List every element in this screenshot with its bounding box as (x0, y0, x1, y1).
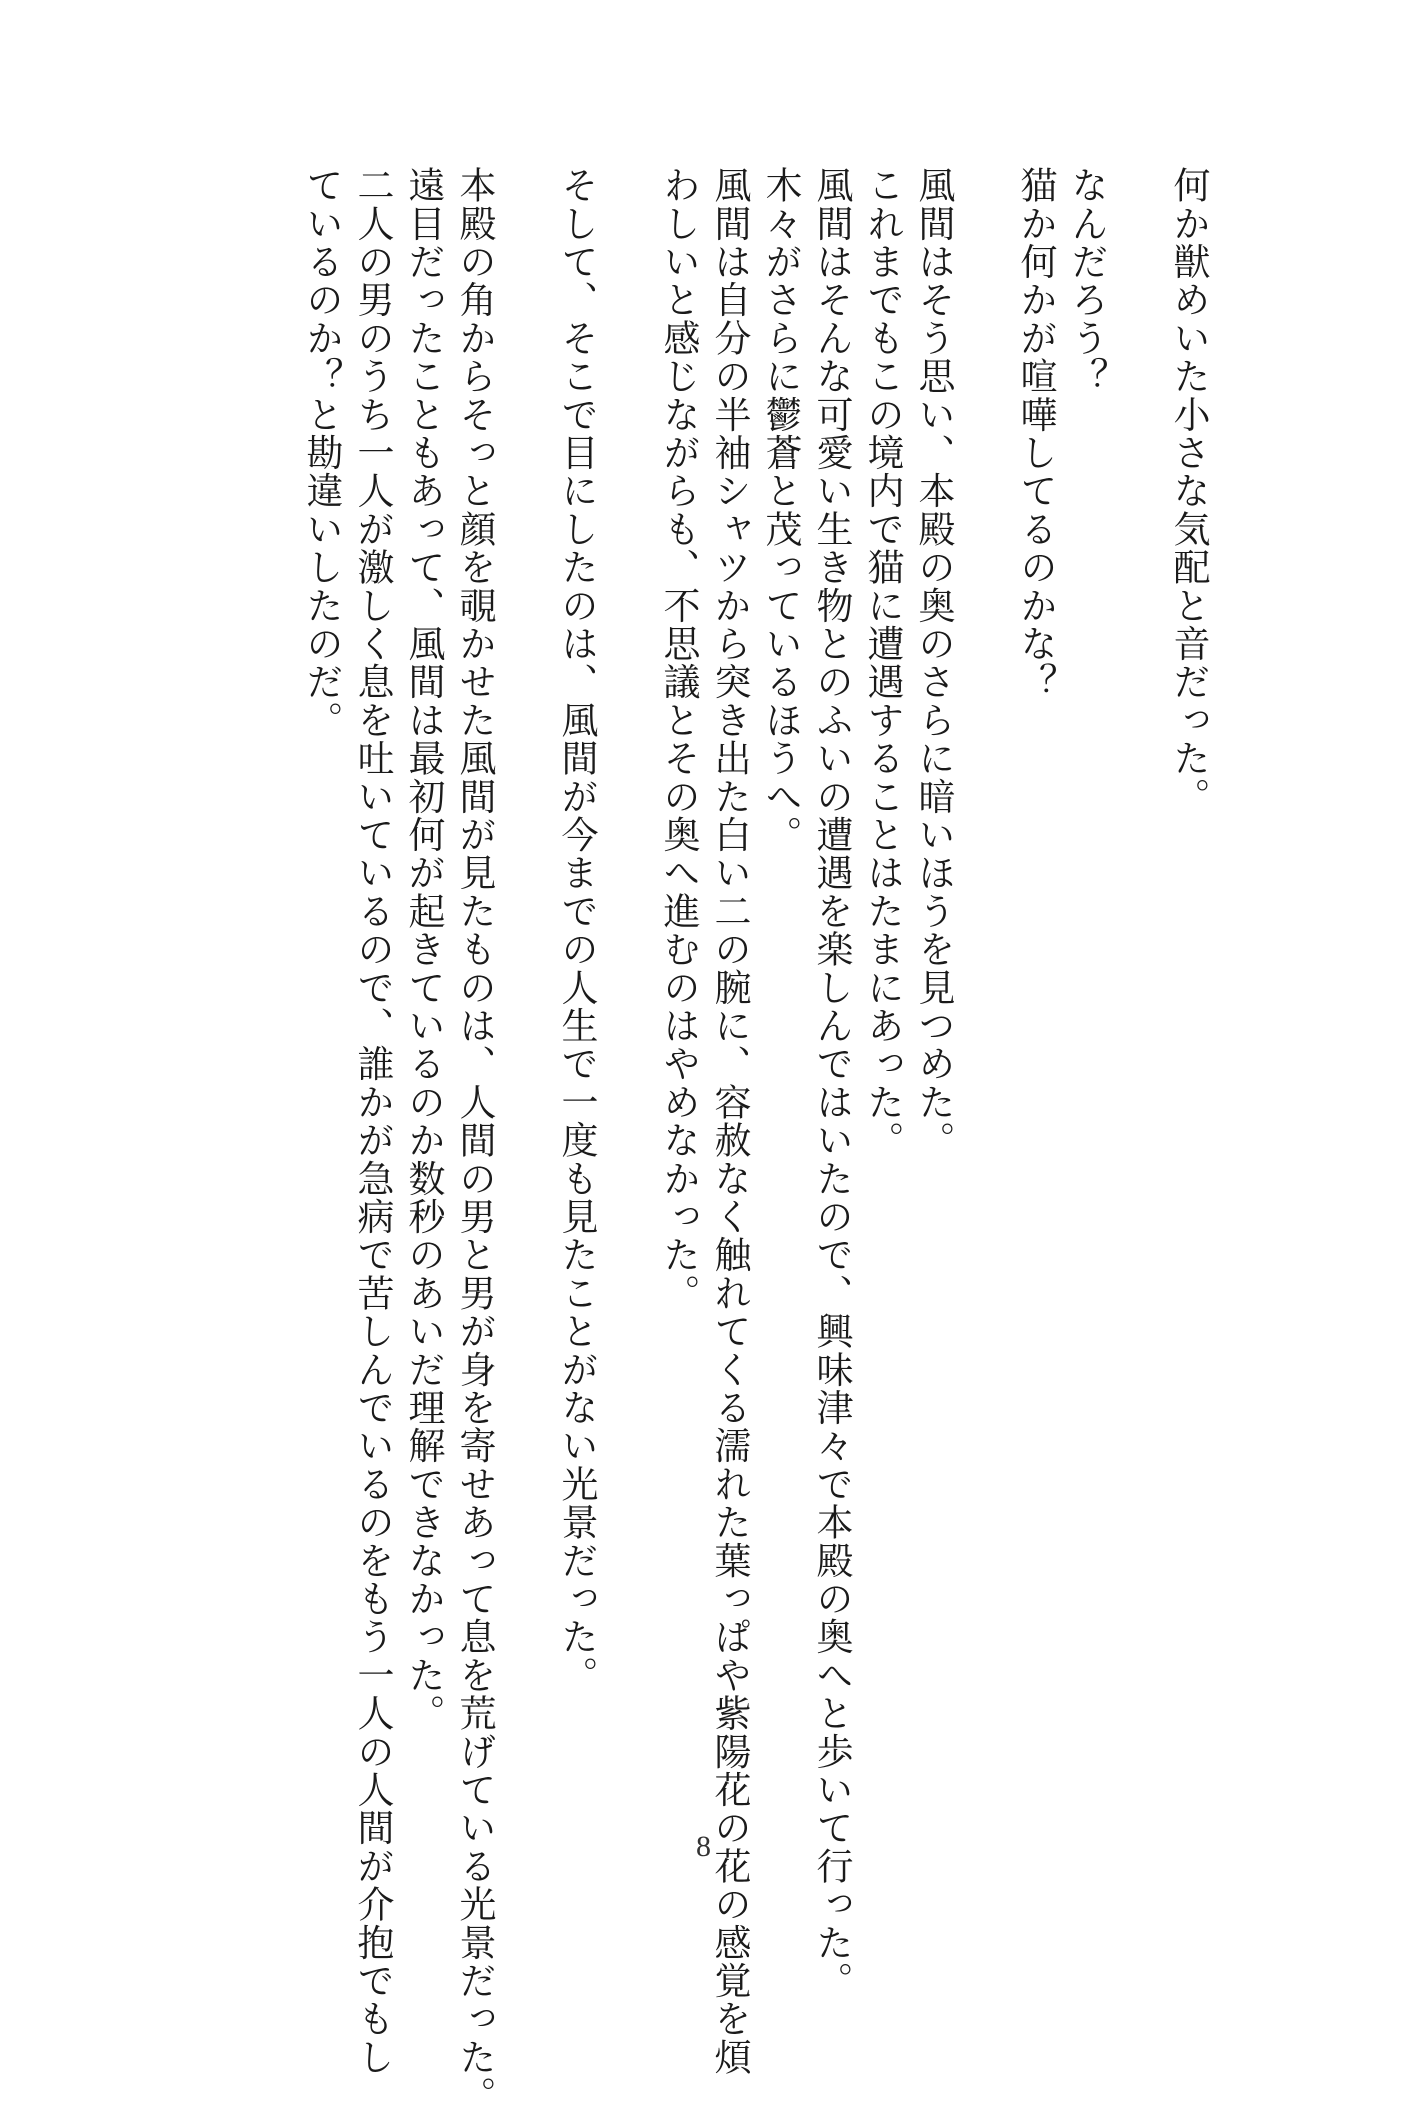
text-line: 木々がさらに鬱蒼と茂っているほうへ。 (759, 166, 802, 854)
text-line: 風間はそんな可愛い生き物とのふいの遭遇を楽しんではいたので、興味津々で本殿の奥へと歩いて行った。 (810, 166, 853, 2000)
text-line: そして、そこで目にしたのは、風間が今までの人生で一度も見たことがない光景だった。 (555, 166, 598, 1694)
text-line: 猫か何かが喧嘩してるのかな？ (1014, 166, 1057, 701)
text-line: 何か獣めいた小さな気配と音だった。 (1167, 166, 1210, 816)
text-line: わしいと感じながらも、不思議とその奥へ進むのはやめなかった。 (657, 166, 700, 1312)
line-break (602, 166, 653, 1746)
line-break (500, 166, 551, 1746)
text-line: 風間はそう思い、本殿の奥のさらに暗いほうを見つめた。 (912, 166, 955, 1160)
page-number: 8 (696, 1830, 711, 1863)
text-line: 本殿の角からそっと顔を覗かせた風間が見たものは、人間の男と男が身を寄せあって息を荒げている光景だった。 (453, 166, 496, 2114)
text-line: 二人の男のうち一人が激しく息を吐いているので、誰かが急病で苦しんでいるのをもう一人の人間が介抱でもし (351, 166, 394, 2076)
text-line: ているのか？と勘違いしたのだ。 (300, 166, 343, 739)
text-line: なんだろう？ (1065, 166, 1108, 396)
text-line: これまでもこの境内で猫に遭遇することはたまにあった。 (861, 166, 904, 1160)
vertical-text-body (296, 166, 1214, 2114)
line-break (959, 166, 1010, 1746)
text-line: 風間は自分の半袖シャツから突き出た白い二の腕に、容赦なく触れてくる濡れた葉っぱや紫陽花の花の感覚を煩 (708, 166, 751, 2076)
text-line: 遠目だったこともあって、風間は最初何が起きているのか数秒のあいだ理解できなかった。 (402, 166, 445, 1733)
line-break (1112, 166, 1163, 1746)
